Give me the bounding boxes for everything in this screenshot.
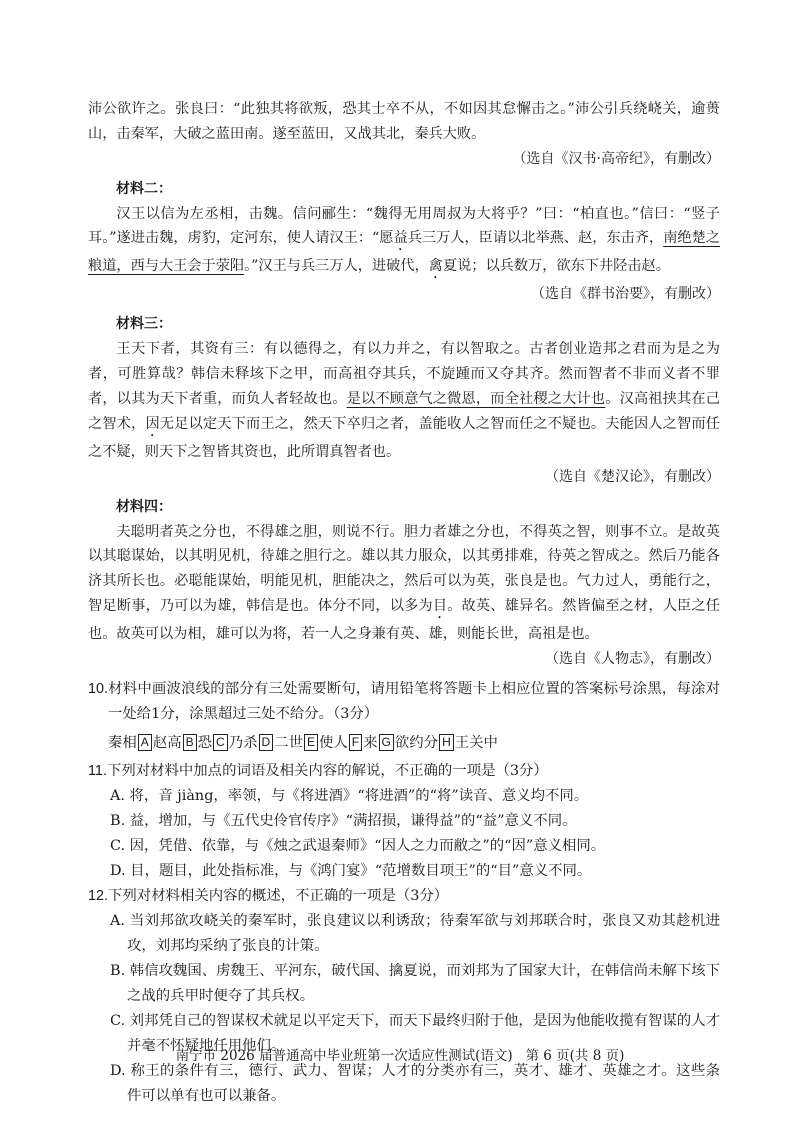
q11-option-a[interactable]: A. 将，音 jiàng，率领，与《将进酒》“将进酒”的“将”读音、意义均不同。: [110, 787, 589, 804]
material4-heading: 材料四：: [116, 498, 172, 515]
break-option-e[interactable]: E: [304, 734, 318, 751]
question-10-stem: 材料中画波浪线的部分有三处需要断句，请用铅笔将答题卡上相应位置的答案标号涂黑，每涂对一处给1分，涂黑超过三处不给分。（3分）: [108, 680, 720, 722]
dotted-word-mu: 目: [432, 597, 448, 614]
break-option-g[interactable]: G: [379, 734, 394, 751]
q11-option-c[interactable]: C. 因，凭借、依靠，与《烛之武退秦师》“因人之力而敝之”的“因”意义相同。: [110, 837, 606, 854]
page-number: 第 6 页(共 8 页): [525, 1048, 625, 1064]
break-option-h[interactable]: H: [439, 734, 454, 751]
underlined-sentence-m2: 南绝楚之粮道，西与大王会于荥阳: [88, 230, 720, 275]
segment: 赵高: [152, 734, 182, 751]
q12-option-b[interactable]: B. 韩信攻魏国、虏魏王、平河东，破代国、擒夏说，而刘邦为了国家大计，在韩信尚未解下垓下之战的兵甲时便夺了其兵权。: [110, 962, 720, 1004]
q12-option-a[interactable]: A. 当刘邦欲攻峣关的秦军时，张良建议以利诱敌；待秦军欲与刘邦联合时，张良又劝其趁机进攻，刘邦均采纳了张良的计策。: [110, 912, 720, 954]
segment: 使人: [318, 734, 348, 751]
segment: 秦相: [108, 734, 137, 751]
material3-heading: 材料三：: [116, 316, 172, 333]
segment: 二世: [274, 734, 303, 751]
question-11-options: [88, 784, 720, 884]
segment: 欲约分: [394, 734, 439, 751]
segment: 来: [363, 734, 378, 751]
break-option-b[interactable]: B: [183, 734, 197, 751]
material2-heading: 材料二：: [116, 180, 172, 197]
page-footer: [0, 1046, 800, 1066]
question-12-stem: 下列对材料相关内容的概述，不正确的一项是（3分）: [108, 887, 449, 904]
break-option-c[interactable]: C: [213, 734, 228, 751]
q12-option-c[interactable]: C. 刘邦凭自己的智谋权术就足以平定天下，而天下最终归附于他，是因为他能收揽有智谋的人才并毫不怀疑地任用他们。: [110, 1012, 720, 1054]
exam-title: 南宁市 2026 届普通高中毕业班第一次适应性测试(语文): [175, 1048, 513, 1064]
source-citation-hanshu: （选自《汉书·高帝纪》，有删改）: [512, 150, 720, 167]
q11-option-b[interactable]: B. 益，增加，与《五代史伶官传序》“满招损，谦得益”的“益”意义不同。: [110, 812, 577, 829]
question-11: 11.下列对材料中加点的词语及相关内容的解说，不正确的一项是（3分）: [88, 762, 548, 779]
break-option-f[interactable]: F: [349, 734, 362, 751]
segment: 王关中: [454, 734, 498, 751]
dotted-word-yi: 益: [393, 230, 408, 247]
dotted-word-qin: 禽: [428, 258, 443, 275]
material4-text: 夫聪明者英之分也，不得雄之胆，则说不行。胆力者雄之分也，不得英之智，则事不立。是故英以其聪谋始，以其明见机，待雄之胆行之。雄以其力服众，以其勇排难，待英之智成之。然后乃能各济其所长也。必聪能谋始，明能见机，胆能决之，然后可以为英，张良是也。气力过人，勇能行之，智足断事，乃可以为雄，韩信是也。体分不同，以多为目。故英、雄异名。然皆偏至之材，人臣之任也。故英可以为相，雄可以为将，若一人之身兼有英、雄，则能长世，高祖是也。: [88, 523, 720, 642]
segment: 恐: [197, 734, 213, 751]
dotted-word-yin: 因: [145, 415, 160, 432]
segment: 乃杀: [228, 734, 258, 751]
material2-text: 汉王以信为左丞相，击魏。信问郦生：“魏得无用周叔为大将乎？”曰：“柏直也。”信曰：“竖子耳。”遂进击魏，虏豹，定河东，使人请汉王：“愿益兵三万人，臣请以北举燕、赵，东击齐，南绝楚之粮道，西与大王会于荥阳。”汉王与兵三万人，进破代，禽夏说；以兵数万，欲东下井陉击赵。: [88, 205, 720, 275]
break-option-a[interactable]: A: [138, 734, 152, 751]
passage-continuation: 沛公欲许之。张良曰：“此独其将欲叛，恐其士卒不从，不如因其怠懈击之。”沛公引兵绕峣关，逾蒉山，击秦军，大破之蓝田南。遂至蓝田，又战其北，秦兵大败。: [88, 101, 720, 142]
source-citation-chuhan: （选自《楚汉论》，有删改）: [545, 468, 720, 485]
question-12: 12.下列对材料相关内容的概述，不正确的一项是（3分）: [88, 887, 449, 904]
question-11-stem: 下列对材料中加点的词语及相关内容的解说，不正确的一项是（3分）: [106, 762, 548, 779]
source-citation-renwu: （选自《人物志》，有删改）: [545, 650, 720, 667]
break-option-d[interactable]: D: [259, 734, 274, 751]
underlined-sentence-m3: 是以不顾意气之微恩，而全社稷之大计也: [346, 390, 606, 407]
q12-option-d[interactable]: D. 称王的条件有三，德行、武力、智谋；人才的分类亦有三，英才、雄才、英雄之才。这些条件可以单有也可以兼备。: [110, 1062, 720, 1104]
break-options-row: [88, 730, 720, 757]
question-10: 10.材料中画波浪线的部分有三处需要断句，请用铅笔将答题卡上相应位置的答案标号涂黑，每涂对一处给1分，涂黑超过三处不给分。（3分）: [88, 680, 720, 722]
source-citation-qunshu: （选自《群书治要》，有删改）: [531, 286, 720, 303]
page-content: [88, 97, 720, 1109]
q11-option-d[interactable]: D. 目，题目，此处指标准，与《鸿门宴》“范增数目项王”的“目”意义不同。: [110, 862, 592, 879]
material3-text: 王天下者，其资有三：有以德得之，有以力并之，有以智取之。古者创业造邦之君而为是之为者，可胜算哉？韩信未释垓下之甲，而高祖夺其兵，不旋踵而又夺其齐。然而智者不非而义者不罪者，以其为天下者重，而负人者轻故也。是以不顾意气之微恩，而全社稷之大计也。汉高祖挟其在己之智术，因无足以定天下而王之，然天下卒归之者，盖能收人之智而任之不疑也。夫能因人之智而任之不疑，则天下之智皆其资也，此所谓真智者也。: [88, 341, 720, 460]
question-12-options: [88, 909, 720, 1109]
